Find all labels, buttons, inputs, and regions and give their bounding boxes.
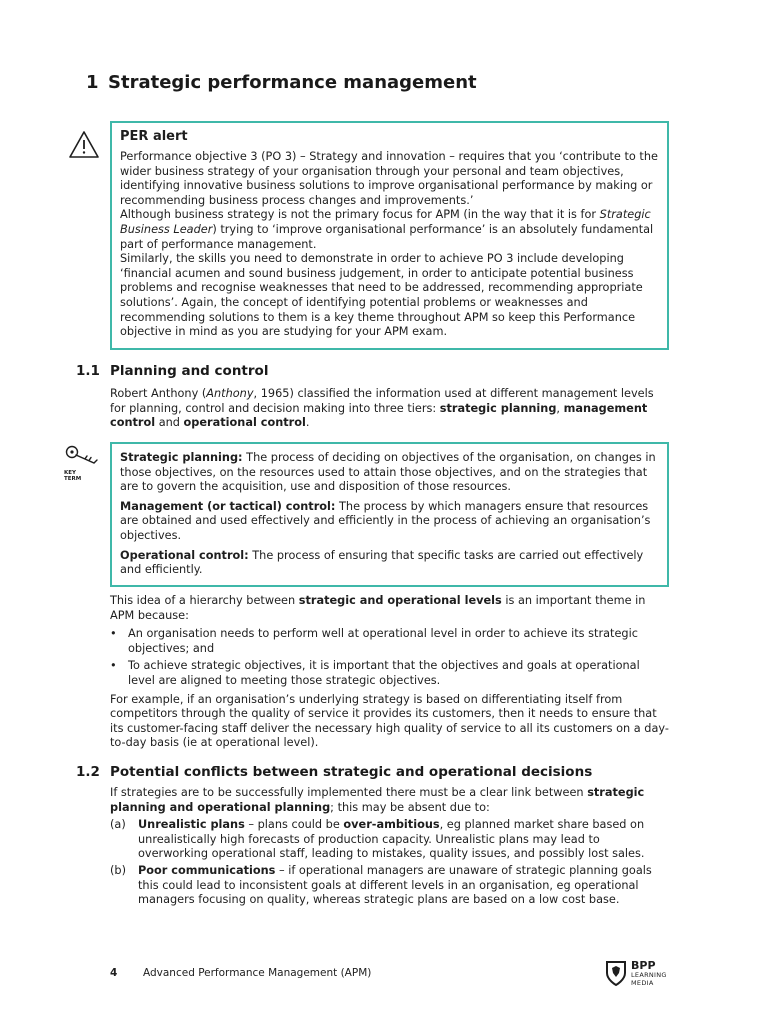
per-alert-paragraph: Performance objective 3 (PO 3) – Strategy and innovation – requires that you ‘contribute to the wider business strategy of your organisation through your personal and team objectives, identifying innovative business solutions to improve organisational performance by making or recommending business process changes and improvements.’ — [120, 150, 658, 207]
conflicts-section — [110, 786, 670, 910]
warning-icon — [68, 130, 100, 164]
section-number: 1.1 — [76, 363, 100, 379]
list-item: (b) Poor communications – if operational managers are unaware of strategic planning goals this could lead to inconsistent goals at different levels in an organisation, eg operational managers focusing on quality, whereas strategic plans are based on a low cost base. — [110, 863, 652, 907]
key-term-box — [110, 442, 669, 587]
page-title — [86, 72, 477, 93]
per-alert-paragraph: Similarly, the skills you need to demonstrate in order to achieve PO 3 include developing ‘financial acumen and sound business judgement, in order to anticipate potential business problems and recognise weaknesses that need to be addressed, recommending appropriate solutions’. Again, the concept of identifying potential problems or weaknesses and recommending solutions to them is a key theme throughout APM so keep this Performance objective in mind as you are studying for your APM exam. — [120, 252, 643, 339]
logo-text: BPP — [631, 959, 656, 972]
bullet-list — [110, 627, 670, 688]
lion-shield-icon — [604, 959, 628, 987]
per-alert-paragraph: Although business strategy is not the primary focus for APM (in the way that it is for Strategic Business Leader) trying to ‘improve organisational performance’ is an absolutely fundamental part of performance management. — [120, 208, 654, 251]
hierarchy-section — [110, 594, 670, 751]
section-title: Planning and control — [110, 363, 269, 379]
list-item: • An organisation needs to perform well at operational level in order to achieve its strategic objectives; and — [110, 627, 670, 656]
book-title: Advanced Performance Management (APM) — [143, 967, 372, 979]
logo-text: MEDIA — [631, 979, 654, 987]
section-title: Potential conflicts between strategic and operational decisions — [110, 764, 593, 780]
intro-paragraph: Robert Anthony (Anthony, 1965) classified the information used at different management levels for planning, control and decision making into three tiers: strategic planning, management control and operational control. — [110, 387, 654, 430]
definition: Operational control: The process of ensuring that specific tasks are carried out effectively and efficiently. — [120, 548, 644, 577]
definition: Management (or tactical) control: The process by which managers ensure that resources are obtained and used effectively and efficiently in the process of achieving an organisation’s objectives. — [120, 499, 651, 542]
conflicts-intro: If strategies are to be successfully implemented there must be a clear link between strategic planning and operational planning; this may be absent due to: — [110, 786, 645, 814]
list-item: • To achieve strategic objectives, it is important that the objectives and goals at operational level are aligned to meeting those strategic objectives. — [110, 659, 670, 688]
section-heading — [76, 363, 269, 379]
logo-text: LEARNING — [631, 971, 667, 979]
key-term-label: KEY — [64, 470, 77, 476]
section-number: 1.2 — [76, 764, 100, 780]
page-number: 4 — [110, 967, 118, 979]
section-heading — [76, 764, 593, 780]
definition: Strategic planning: The process of deciding on objectives of the organisation, on changes in those objectives, on the resources used to attain those objectives, and on the strategies that are to govern the acquisition, use and disposition of those resources. — [120, 451, 656, 494]
per-alert-title: PER alert — [120, 129, 188, 144]
section-number: 1 — [86, 72, 99, 93]
example-paragraph: For example, if an organisation’s underlying strategy is based on differentiating itself from competitors through the quality of service it provides its customers, then it needs to ensure that its customer-facing staff deliver the necessary high quality of service to all its customers on a day-to-day basis (ie at operational level). — [110, 692, 669, 750]
lettered-list — [110, 818, 670, 908]
section-title: Strategic performance management — [108, 72, 477, 93]
key-icon — [62, 444, 102, 482]
per-alert-box — [110, 121, 669, 350]
list-item: (a) Unrealistic plans – plans could be over-ambitious, eg planned market share based on unrealistically high forecasts of production capacity. Unrealistic plans may lead to overworking operational staff, leading to mistakes, quality issues, and possibly lost sales. — [110, 818, 645, 861]
key-term-label: TERM — [64, 476, 82, 482]
hierarchy-intro: This idea of a hierarchy between strategic and operational levels is an important theme in APM because: — [110, 594, 646, 622]
